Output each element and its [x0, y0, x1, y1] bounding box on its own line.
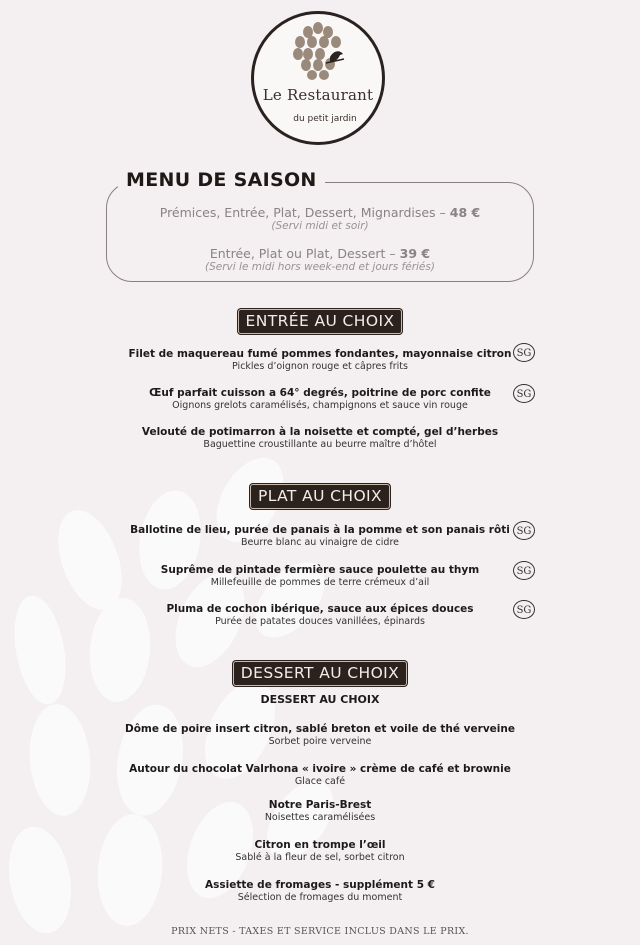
gluten-free-badge: SG [513, 521, 535, 540]
dish-description: Purée de patates douces vanillées, épinards [215, 616, 425, 627]
season-formula-1-price: 48 € [449, 205, 481, 220]
gluten-free-badge: SG [513, 600, 535, 619]
dish-title: Dôme de poire insert citron, sablé breton et voile de thé verveine [125, 723, 515, 735]
dessert-subheading: DESSERT AU CHOIX [260, 693, 380, 706]
gluten-free-badge: SG [513, 384, 535, 403]
dessert-item-2 [0, 763, 640, 788]
dish-description: Beurre blanc au vinaigre de cidre [241, 537, 399, 548]
dish-description: Pickles d’oignon rouge et câpres frits [232, 361, 408, 372]
footer-note: PRIX NETS - TAXES ET SERVICE INCLUS DANS LE PRIX. [171, 926, 469, 937]
dish-description: Glace café [294, 776, 346, 787]
dish-title: Velouté de potimarron à la noisette et compté, gel d’herbes [141, 426, 499, 438]
entree-item-2 [0, 387, 640, 412]
gluten-free-badge: SG [513, 343, 535, 362]
logo-name: Le Restaurant [262, 86, 374, 104]
dessert-item-5 [0, 879, 640, 904]
dish-title: Notre Paris-Brest [268, 799, 372, 811]
plat-item-3 [0, 603, 640, 628]
dish-description: Noisettes caramélisées [264, 812, 376, 823]
entree-item-3 [0, 426, 640, 451]
season-formula-1-note: (Servi midi et soir) [271, 220, 369, 232]
season-formula-2-text: Entrée, Plat ou Plat, Dessert – [209, 246, 396, 261]
dessert-heading-label: DESSERT AU CHOIX [233, 661, 407, 686]
dessert-item-3 [0, 799, 640, 824]
dish-description: Baguettine croustillante au beurre maître d’hôtel [203, 439, 437, 450]
dessert-item-1 [0, 723, 640, 748]
season-formula-2-note: (Servi le midi hors week-end et jours fériés) [205, 261, 435, 273]
dish-title: Ballotine de lieu, purée de panais à la pomme et son panais rôti [130, 524, 510, 536]
plat-heading-label: PLAT AU CHOIX [250, 484, 390, 509]
dish-description: Sablé à la fleur de sel, sorbet citron [235, 852, 405, 863]
entree-item-1 [0, 348, 640, 373]
plat-item-1 [0, 524, 640, 549]
dish-title: Citron en trompe l’œil [254, 839, 386, 851]
dish-title: Filet de maquereau fumé pommes fondantes, mayonnaise citron [128, 348, 512, 360]
plat-section-heading [0, 484, 640, 509]
season-formula-1-text: Prémices, Entrée, Plat, Dessert, Mignardises – [159, 205, 446, 220]
dish-description: Millefeuille de pommes de terre crémeux d’ail [210, 577, 430, 588]
dessert-section-heading [0, 661, 640, 686]
dish-title: Autour du chocolat Valrhona « ivoire » crème de café et brownie [129, 763, 511, 775]
tree-with-bird-icon [290, 22, 346, 84]
logo-subtitle: du petit jardin [293, 114, 357, 124]
dish-title: Suprême de pintade fermière sauce poulette au thym [160, 564, 480, 576]
dish-title: Œuf parfait cuisson a 64° degrés, poitrine de porc confite [149, 387, 491, 399]
season-menu-title: MENU DE SAISON [118, 169, 325, 191]
gluten-free-badge: SG [513, 561, 535, 580]
season-formula-1 [106, 205, 534, 220]
season-formula-2-price: 39 € [399, 246, 431, 261]
season-formula-2 [106, 246, 534, 261]
restaurant-logo [251, 11, 385, 145]
dish-description: Oignons grelots caramélisés, champignons et sauce vin rouge [172, 400, 468, 411]
dessert-item-4 [0, 839, 640, 864]
dish-title: Assiette de fromages - supplément 5 € [205, 879, 435, 891]
plat-item-2 [0, 564, 640, 589]
entree-heading-label: ENTRÉE AU CHOIX [238, 309, 403, 334]
dish-title: Pluma de cochon ibérique, sauce aux épices douces [166, 603, 474, 615]
entree-section-heading [0, 309, 640, 334]
dish-description: Sorbet poire verveine [268, 736, 372, 747]
dish-description: Sélection de fromages du moment [237, 892, 403, 903]
